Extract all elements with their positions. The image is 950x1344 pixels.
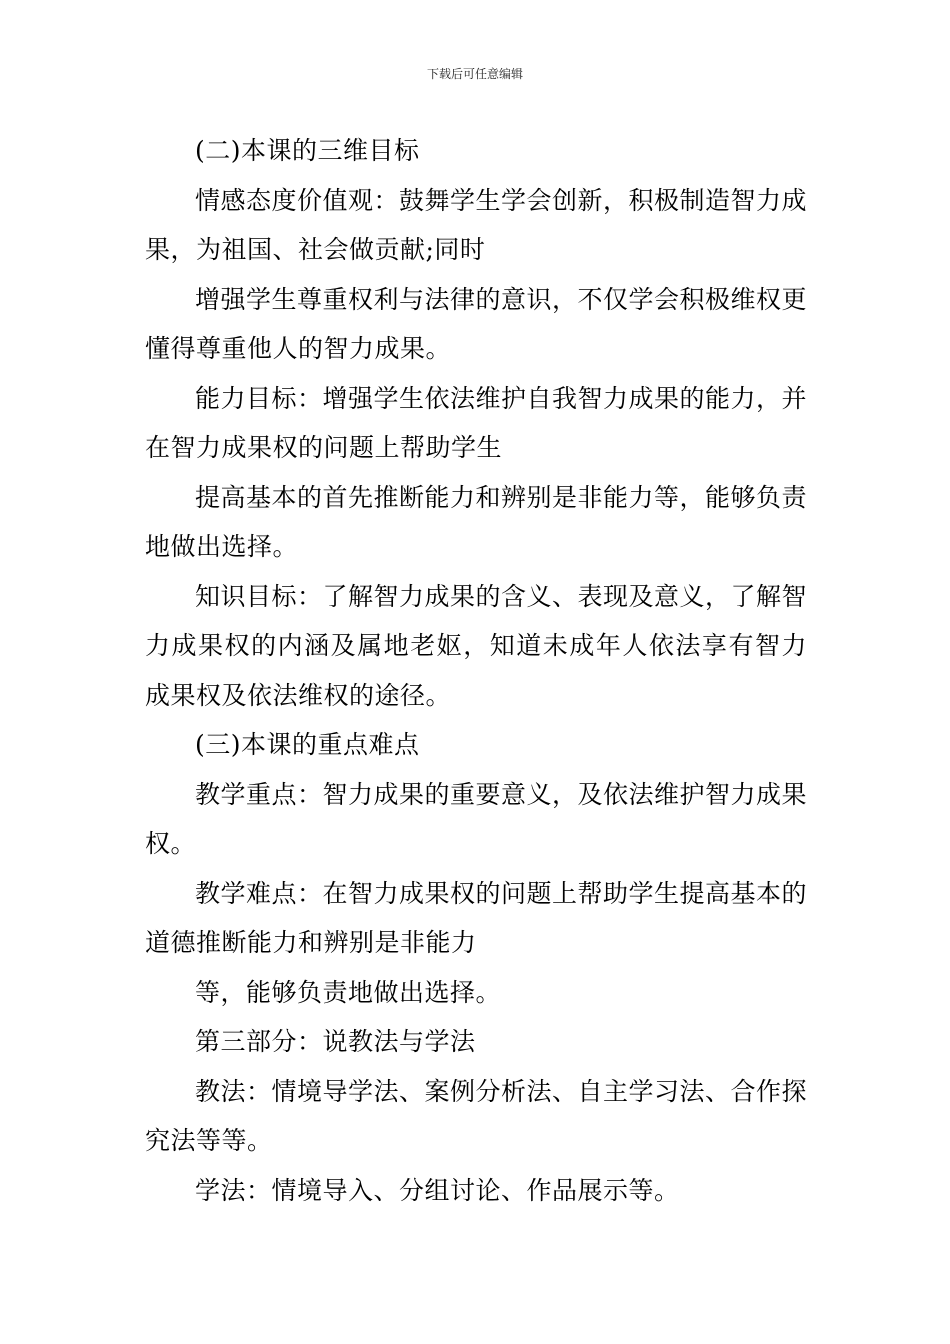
document-body — [145, 126, 807, 1215]
paragraph-teaching-methods: 教法：情境导学法、案例分析法、自主学习法、合作探究法等等。 — [145, 1076, 808, 1155]
paragraph-teaching-difficulty: 教学难点：在智力成果权的问题上帮助学生提高基本的道德推断能力和辨别是非能力 — [145, 878, 808, 957]
paragraph-emotion-values: 情感态度价值观：鼓舞学生学会创新，积极制造智力成果，为祖国、社会做贡献;同时 — [145, 185, 808, 264]
paragraph-learning-methods: 学法：情境导入、分组讨论、作品展示等。 — [195, 1175, 680, 1205]
paragraph-knowledge-goal: 知识目标：了解智力成果的含义、表现及意义，了解智力成果权的内涵及属地老妪，知道未成年人依法享有智力成果权及依法维权的途径。 — [145, 581, 808, 710]
section-heading-key-points: (三)本课的重点难点 — [195, 730, 420, 759]
paragraph-difficulty-continued: 等，能够负责地做出选择。 — [195, 977, 502, 1007]
section-heading-methods: 第三部分：说教法与学法 — [195, 1027, 476, 1056]
paragraph-respect-rights: 增强学生尊重权利与法律的意识，不仅学会积极维权更懂得尊重他人的智力成果。 — [145, 284, 808, 363]
paragraph-ability-continued: 提高基本的首先推断能力和辨别是非能力等，能够负责地做出选择。 — [145, 482, 808, 561]
section-heading-objectives: (二)本课的三维目标 — [195, 136, 420, 165]
paragraph-ability-goal: 能力目标：增强学生依法维护自我智力成果的能力，并在智力成果权的问题上帮助学生 — [145, 383, 808, 462]
page-header: 下载后可任意编辑 — [426, 67, 523, 81]
paragraph-teaching-focus: 教学重点：智力成果的重要意义，及依法维护智力成果权。 — [145, 779, 808, 858]
